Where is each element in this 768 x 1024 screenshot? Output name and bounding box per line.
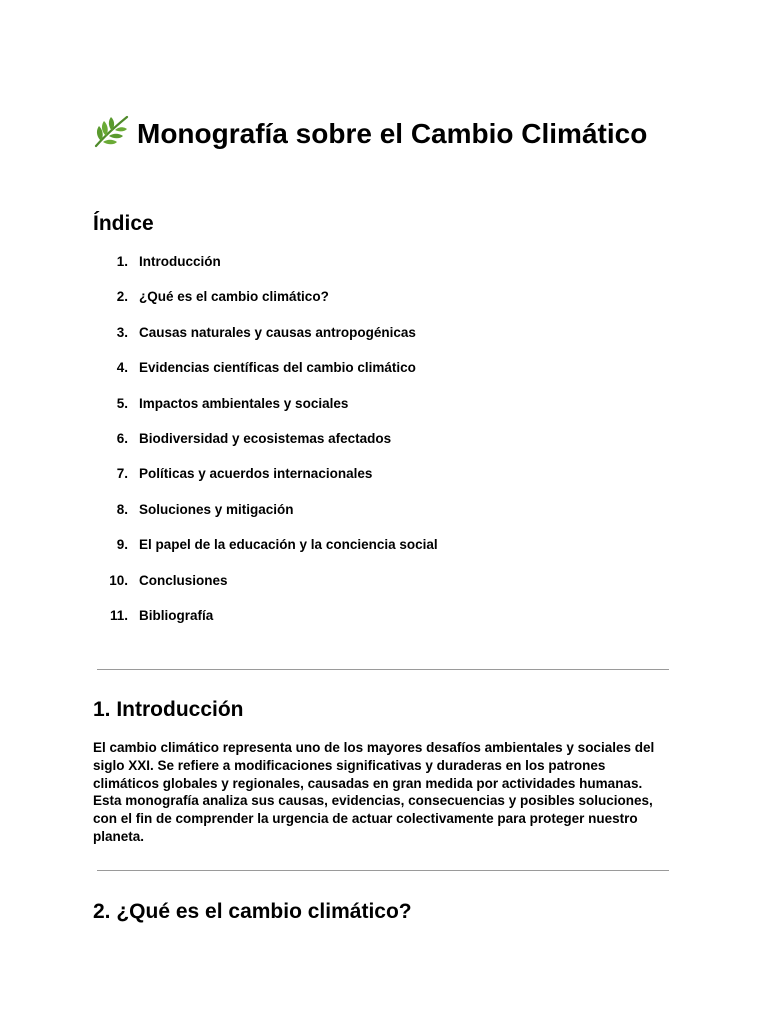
toc-item-label: Causas naturales y causas antropogénicas — [139, 324, 416, 340]
section-divider — [97, 870, 669, 871]
toc-item-number: 2. — [116, 289, 128, 305]
document-title-text: Monografía sobre el Cambio Climático — [137, 118, 648, 149]
toc-item-number: 8. — [116, 501, 128, 517]
toc-heading: Índice — [93, 212, 154, 235]
toc-item-number: 7. — [116, 466, 128, 482]
toc-item-number: 6. — [116, 430, 128, 446]
document-title — [93, 114, 673, 153]
leaf-icon — [93, 114, 131, 148]
toc-item-number: 9. — [116, 537, 128, 553]
toc-item-label: Impactos ambientales y sociales — [139, 395, 349, 411]
toc-item-number: 10. — [109, 572, 128, 588]
toc-item-number: 1. — [116, 254, 128, 269]
section-heading-introduccion: 1. Introducción — [93, 698, 244, 721]
toc-item-number: 5. — [116, 395, 128, 411]
toc-item-number: 4. — [116, 360, 128, 376]
toc-item-label: Biodiversidad y ecosistemas afectados — [139, 430, 392, 446]
section-heading-que-es: 2. ¿Qué es el cambio climático? — [93, 900, 412, 923]
toc-item-label: Bibliografía — [139, 607, 214, 623]
toc-item-label: Conclusiones — [139, 572, 228, 588]
toc-item-label: Introducción — [139, 254, 221, 269]
toc-item-label: Políticas y acuerdos internacionales — [139, 466, 373, 482]
introduction-paragraph: El cambio climático representa uno de los mayores desafíos ambientales y sociales del siglo XXI. Se refiere a modificaciones significativas y duraderas en los patrones climáticos globales y regionales, causadas en gran medida por actividades humanas. Esta monografía analiza sus causas, evidencias, consecuencias y posibles soluciones, con el fin de comprender la urgencia de actuar colectivamente para proteger nuestro planeta. — [93, 740, 655, 844]
toc-item-number: 11. — [109, 607, 128, 623]
toc-item-label: El papel de la educación y la conciencia social — [139, 537, 438, 553]
section-divider — [97, 669, 669, 670]
toc-item-label: ¿Qué es el cambio climático? — [139, 289, 329, 305]
toc-item-label: Soluciones y mitigación — [139, 501, 294, 517]
toc-item-number: 3. — [116, 324, 128, 340]
toc-item-label: Evidencias científicas del cambio climático — [139, 360, 416, 376]
